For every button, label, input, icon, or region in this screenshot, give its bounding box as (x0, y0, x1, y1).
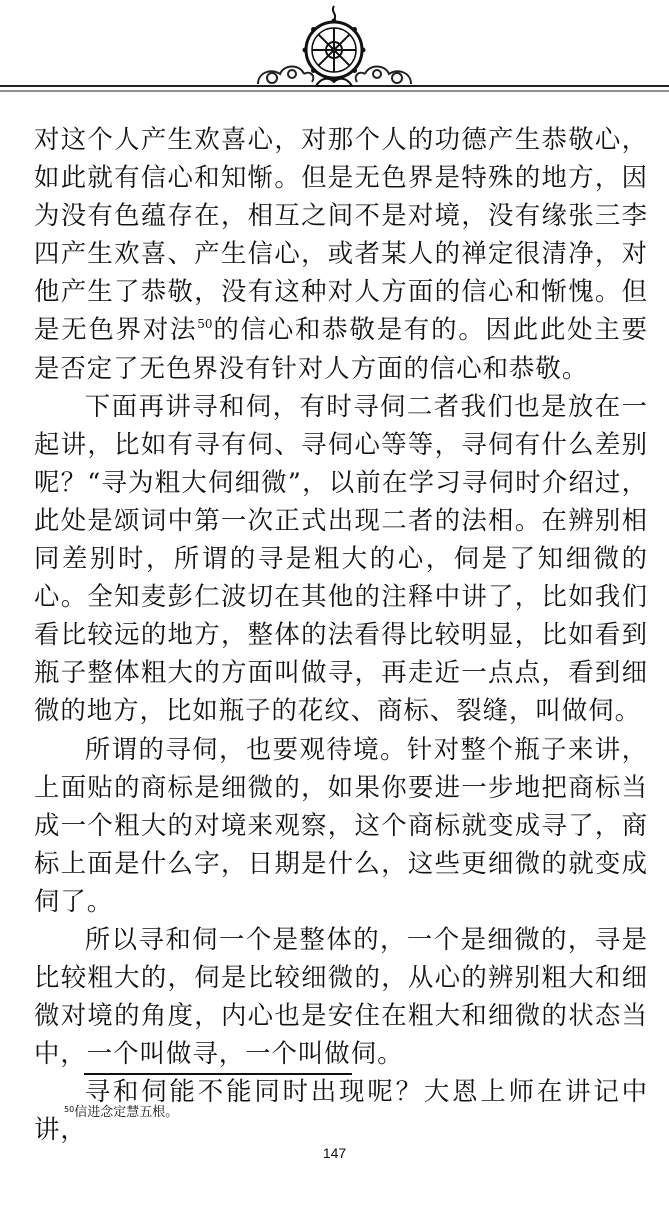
paragraph-5: 寻和伺能不能同时出现呢？大恩上师在讲记中讲， (34, 1076, 648, 1145)
cloud-left-icon (258, 67, 313, 85)
cloud-right-icon (356, 67, 411, 85)
footnote-divider (84, 1073, 352, 1075)
body-text (34, 120, 648, 1149)
paragraph-1-text: 对这个人产生欢喜心，对那个人的功德产生恭敬心，如此就有信心和知惭。但是无色界是特殊的地方，因为没有色蕴存在，相互之间不是对境，没有缘张三李四产生欢喜、产生信心，或者某人的禅定很清净，对他产生了恭敬，没有这种对人方面的信心和惭愧。但是无色界对法 (34, 124, 648, 345)
page-number: 147 (322, 1145, 347, 1161)
paragraph-4: 所以寻和伺一个是整体的，一个是细微的，寻是比较粗大的，伺是比较细微的，从心的辨别粗大和细微对境的角度，内心也是安住在粗大和细微的状态当中，一个叫做寻，一个叫做伺。 (34, 923, 648, 1069)
footnote-reference: 50 (197, 317, 213, 332)
paragraph-2: 下面再讲寻和伺，有时寻伺二者我们也是放在一起讲，比如有寻有伺、寻伺心等等，寻伺有什么差别呢？“寻为粗大伺细微”，以前在学习寻伺时介绍过，此处是颂词中第一次正式出现二者的法相。在辨别相同差别时，所谓的寻是粗大的心，伺是了知细微的心。全知麦彭仁波切在其他的注释中讲了，比如我们看比较远的地方，整体的法看得比较明显，比如看到瓶子整体粗大的方面叫做寻，再走近一点点，看到细微的地方，比如瓶子的花纹、商标、裂缝，叫做伺。 (34, 390, 648, 726)
footnote-text: 信进念定慧五根。 (74, 1105, 179, 1120)
page-header (0, 0, 669, 100)
paragraph-3: 所谓的寻伺，也要观待境。针对整个瓶子来讲，上面贴的商标是细微的，如果你要进一步地把商标当成一个粗大的对境来观察，这个商标就变成寻了，商标上面是什么字，日期是什么，这些更细微的就变成伺了。 (34, 733, 648, 916)
paragraph-1 (34, 120, 648, 387)
header-ornament (0, 0, 669, 100)
paragraph-1-continuation: 的信心和恭敬是有的。因此此处主要是否定了无色界没有针对人方面的信心和恭敬。 (34, 314, 649, 383)
footnote-marker: 50 (64, 1105, 75, 1114)
footnote (64, 1101, 178, 1120)
